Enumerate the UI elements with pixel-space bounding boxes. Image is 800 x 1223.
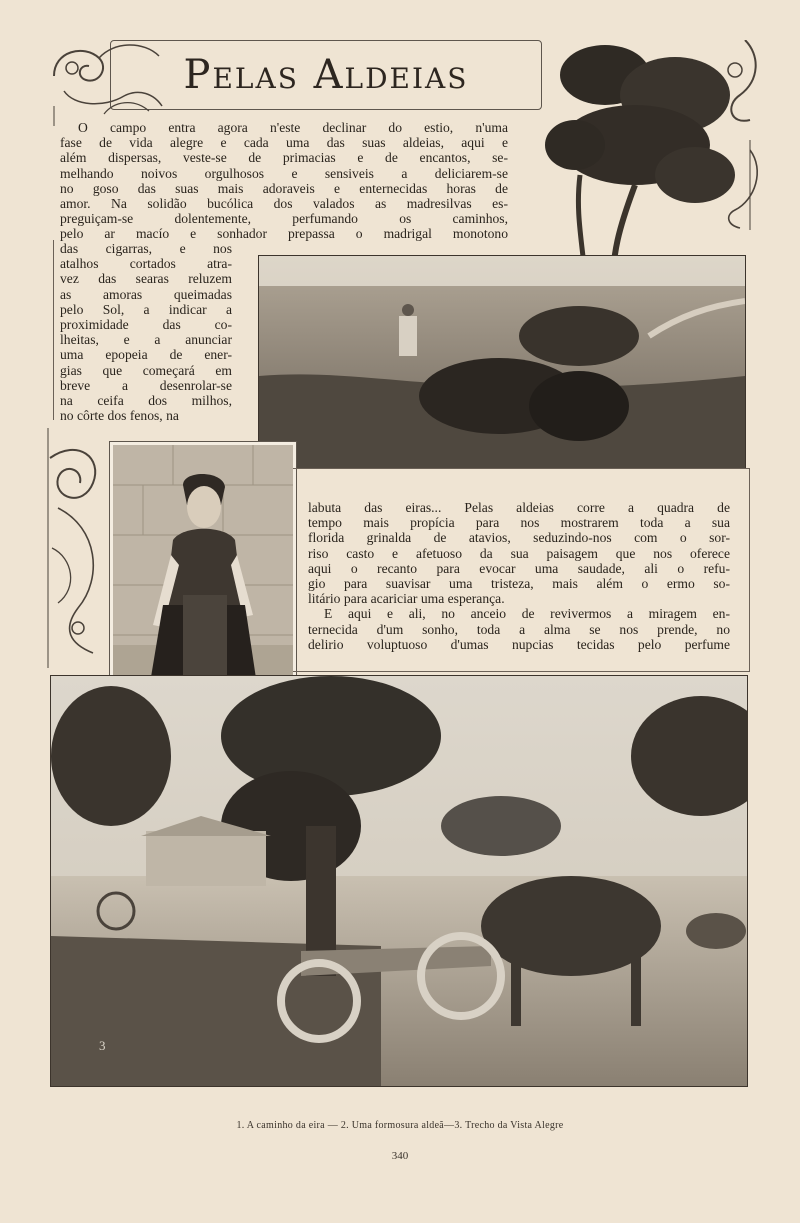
- column-paragraph: [60, 241, 232, 423]
- text-line: além dispersas, veste-se de primacias e de encantos, se-: [60, 150, 508, 166]
- text-line: O campo entra agora n'este declinar do estio, n'uma: [78, 120, 508, 135]
- text-line: uma epopeia de ener-: [60, 347, 232, 363]
- photo-oxen-field: [258, 255, 746, 469]
- art-nouveau-ornament-left: [38, 428, 110, 668]
- text-line: riso casto e afetuoso da sua paisagem que nos oferece: [308, 545, 730, 561]
- page-number: 340: [391, 1150, 409, 1162]
- text-line: pelo ar macío e sonhador prepassa o madrigal monotono: [60, 226, 508, 242]
- title-frame: [110, 40, 542, 110]
- text-line: tempo mais propícia para nos mostrarem toda a sua: [308, 515, 730, 531]
- text-line: labuta das eiras... Pelas aldeias corre a quadra de: [308, 500, 730, 515]
- text-line: proximidade das co-: [60, 317, 232, 333]
- text-line: amor. Na solidão bucólica dos valados as madresilvas es-: [60, 196, 508, 212]
- text-line: aqui o recanto para evocar uma saudade, ali o refu-: [308, 560, 730, 576]
- text-line: melhando noivos orgulhosos e sensiveis a deliciarem-se: [60, 165, 508, 181]
- text-line: ternecida d'um sonho, toda a alma se nos prende, no: [308, 621, 730, 637]
- photo-caption: 1. A caminho da eira — 2. Uma formosura aldeã—3. Trecho da Vista Alegre: [236, 1120, 564, 1131]
- text-line: fase de vida alegre e cada uma das suas aldeias, aqui e: [60, 135, 508, 151]
- text-line: preguiçam-se dolentemente, perfumando os caminhos,: [60, 211, 508, 227]
- text-line: breve a desenrolar-se: [60, 377, 232, 393]
- text-line: atalhos cortados atra-: [60, 256, 232, 272]
- text-line: no côrte dos fenos, na: [60, 408, 179, 424]
- photo-number: 3: [99, 1038, 106, 1053]
- text-line: pelo Sol, a indicar a: [60, 301, 232, 317]
- text-line: no goso das suas mais adoraveis e enternecidas horas de: [60, 180, 508, 196]
- left-column-rule: [53, 240, 54, 420]
- text-line: florida grinalda de atavios, seduzindo-nos com o sor-: [308, 530, 730, 546]
- text-line: litário para acariciar uma esperança.: [308, 591, 505, 607]
- text-line: as amoras queimadas: [60, 286, 232, 302]
- text-line: vez das searas reluzem: [60, 271, 232, 287]
- text-line: na ceifa dos milhos,: [60, 393, 232, 409]
- intro-paragraph: [60, 120, 508, 242]
- art-nouveau-ornament-top-left: [44, 36, 164, 126]
- text-line: lheitas, e a anunciar: [60, 332, 232, 348]
- page-title: Pelas Aldeias: [183, 52, 469, 98]
- text-line: gio para suavisar uma tristeza, mais além o ermo so-: [308, 576, 730, 592]
- photo-ox-cart: [50, 675, 748, 1087]
- text-line: E aqui e ali, no anceio de revivermos a miragem en-: [324, 606, 730, 622]
- text-line: das cigarras, e nos: [60, 241, 232, 256]
- right-paragraph: [308, 500, 730, 652]
- text-line: delirio voluptuoso d'umas nupcias tecidas pelo perfume: [308, 636, 730, 652]
- text-line: gias que começará em: [60, 362, 232, 378]
